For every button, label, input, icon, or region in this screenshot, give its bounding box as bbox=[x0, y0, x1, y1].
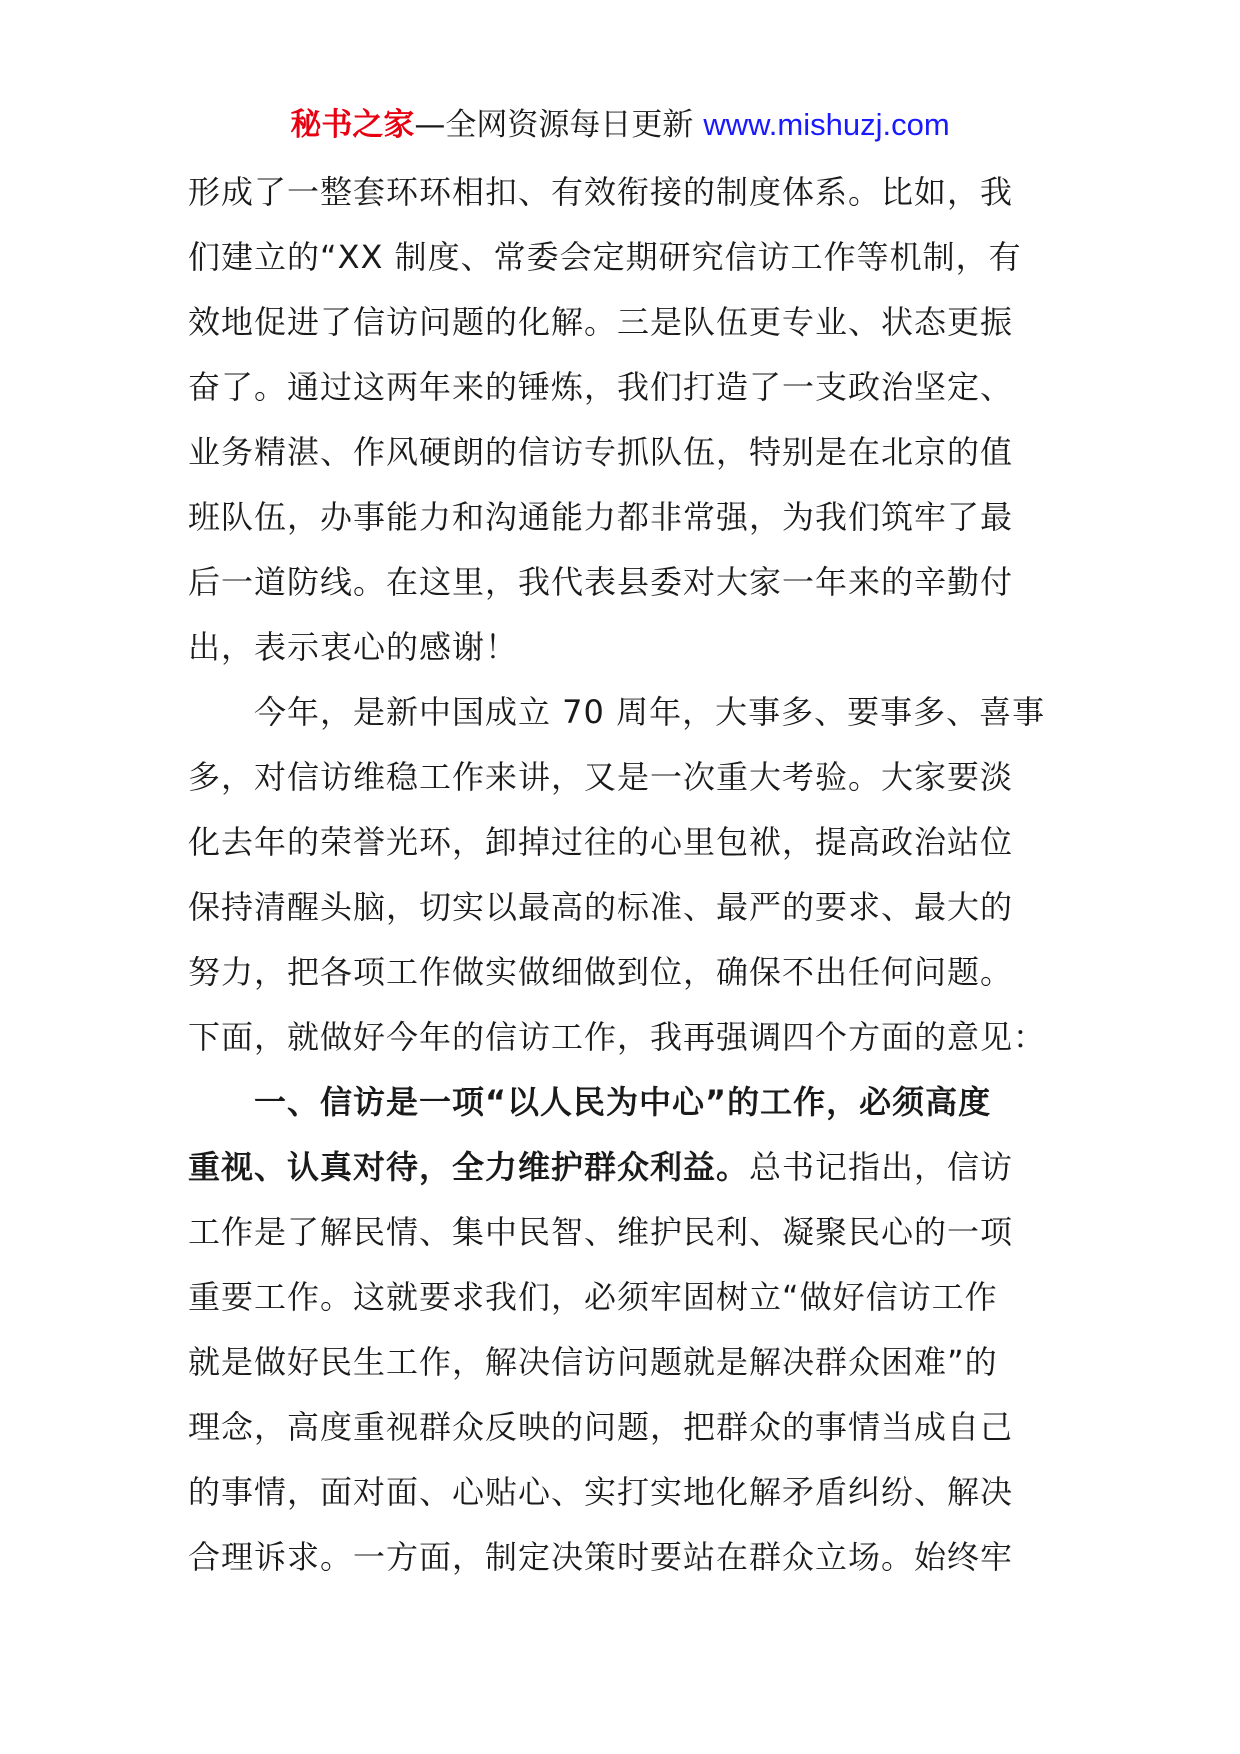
text-line: 出，表示衷心的感谢！ bbox=[188, 628, 519, 666]
text-line: 的事情，面对面、心贴心、实打实地化解矛盾纠纷、解决 bbox=[188, 1473, 1014, 1511]
brand-name: 秘书之家 bbox=[290, 107, 415, 143]
text-line: 化去年的荣誉光环，卸掉过往的心里包袱，提高政治站位 bbox=[188, 823, 1014, 861]
text-line: 努力，把各项工作做实做细做到位，确保不出任何问题。 bbox=[188, 953, 1014, 991]
heading-tail: 重视、认真对待，全力维护群众利益。 bbox=[188, 1148, 750, 1186]
text-line: 多，对信访维稳工作来讲，又是一次重大考验。大家要淡 bbox=[188, 758, 1014, 796]
text-line: 理念，高度重视群众反映的问题，把群众的事情当成自己 bbox=[188, 1408, 1014, 1446]
text-line: 形成了一整套环环相扣、有效衔接的制度体系。比如，我 bbox=[188, 173, 1014, 211]
text-line: 们建立的“XX 制度、常委会定期研究信访工作等机制，有 bbox=[188, 238, 1022, 276]
text-line: 后一道防线。在这里，我代表县委对大家一年来的辛勤付 bbox=[188, 563, 1014, 601]
section-heading-line: 一、信访是一项“以人民为中心”的工作，必须高度 bbox=[254, 1083, 992, 1121]
text-line: 合理诉求。一方面，制定决策时要站在群众立场。始终牢 bbox=[188, 1538, 1014, 1576]
text-line: 下面，就做好今年的信访工作，我再强调四个方面的意见： bbox=[188, 1018, 1047, 1056]
text-line: 就是做好民生工作，解决信访问题就是解决群众困难”的 bbox=[188, 1343, 998, 1381]
text-line: 重要工作。这就要求我们，必须牢固树立“做好信访工作 bbox=[188, 1278, 998, 1316]
paragraph-start-line: 今年，是新中国成立 70 周年，大事多、要事多、喜事 bbox=[254, 693, 1046, 731]
heading-continuation-line bbox=[188, 1135, 1058, 1200]
site-url-link[interactable]: www.mishuzj.com bbox=[703, 107, 950, 142]
site-header bbox=[0, 100, 1240, 150]
text-line: 效地促进了信访问题的化解。三是队伍更专业、状态更振 bbox=[188, 303, 1014, 341]
text-line: 班队伍，办事能力和沟通能力都非常强，为我们筑牢了最 bbox=[188, 498, 1014, 536]
header-tagline: —全网资源每日更新 bbox=[414, 107, 694, 143]
paragraph-text: 总书记指出，信访 bbox=[749, 1148, 1014, 1186]
text-line: 工作是了解民情、集中民智、维护民利、凝聚民心的一项 bbox=[188, 1213, 1014, 1251]
text-line: 业务精湛、作风硬朗的信访专抓队伍，特别是在北京的值 bbox=[188, 433, 1014, 471]
text-line: 奋了。通过这两年来的锤炼，我们打造了一支政治坚定、 bbox=[188, 368, 1014, 406]
text-line: 保持清醒头脑，切实以最高的标准、最严的要求、最大的 bbox=[188, 888, 1014, 926]
document-body bbox=[188, 160, 1058, 1590]
